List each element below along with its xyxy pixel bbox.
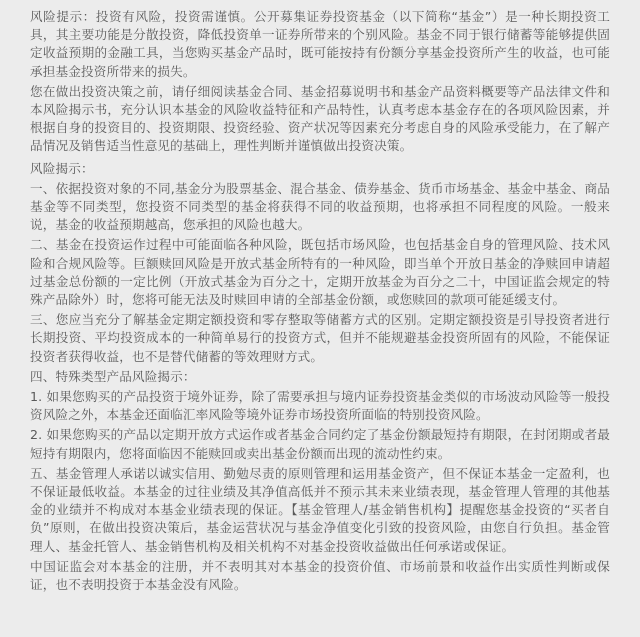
risk-item-1-fund-types: 一、依据投资对象的不同,基金分为股票基金、混合基金、债券基金、货币市场基金、基金中基金、商品基金等不同类型，您投资不同类型的基金将获得不同的收益预期，也将承担不同程度的风险。一般来说，基金的收益预期越高，您承担的风险也越大。 xyxy=(30,180,610,233)
risk-item-3-fixed-investment: 三、您应当充分了解基金定期定额投资和零存整取等储蓄方式的区别。定期定额投资是引导投资者进行长期投资、平均投资成本的一种简单易行的投资方式，但并不能规避基金投资所固有的风险，不能保证投资者获得收益，也不是替代储蓄的等效理财方式。 xyxy=(30,312,610,364)
investment-decision-advice: 您在做出投资决策之前，请仔细阅读基金合同、基金招募说明书和基金产品资料概要等产品法律文件和本风险揭示书，充分认识本基金的风险收益特征和产品特性，认真考虑本基金存在的各项风险因素，并根据自身的投资目的、投资期限、投资经验、资产状况等因素充分考虑自身的风险承受能力，在了解产品情况及销售适当性意见的基础上，理性判断并谨慎做出投资决策。 xyxy=(30,83,610,154)
risk-item-4-sub-1-overseas: 1. 如果您购买的产品投资于境外证券，除了需要承担与境内证券投资基金类似的市场波动风险等一般投资风险之外，本基金还面临汇率风险等境外证券市场投资所面临的特别投资风险。 xyxy=(30,389,610,423)
risk-item-2-operation-risks: 二、基金在投资运作过程中可能面临各种风险，既包括市场风险，也包括基金自身的管理风险、技术风险和合规风险等。巨额赎回风险是开放式基金所特有的一种风险，即当单个开放日基金的净赎回申请超过基金总份额的一定比例（开放式基金为百分之十，定期开放基金为百分之二十，中国证监会规定的特殊产品除外）时，您将可能无法及时赎回申请的全部基金份额，或您赎回的款项可能延缓支付。 xyxy=(30,237,610,308)
risk-item-5-manager-commitment: 五、基金管理人承诺以诚实信用、勤勉尽责的原则管理和运用基金资产，但不保证本基金一定盈利，也不保证最低收益。本基金的过往业绩及其净值高低并不预示其未来业绩表现，基金管理人管理的其他基金的业绩并不构成对本基金业绩表现的保证。【基金管理人/基金销售机构】提醒您基金投资的“买者自负”原则，在做出投资决策后，基金运营状况与基金净值变化引致的投资风险，由您自行负担。基金管理人、基金托管人、基金销售机构及相关机构不对基金投资收益做出任何承诺或保证。 xyxy=(30,465,610,554)
risk-disclosure-heading: 风险揭示： xyxy=(30,160,94,176)
risk-notice-intro: 风险提示：投资有风险，投资需谨慎。公开募集证券投资基金（以下简称“基金”）是一种长期投资工具，其主要功能是分散投资，降低投资单一证券所带来的个别风险。基金不同于银行储蓄等能够提供固定收益预期的金融工具，当您购买基金产品时，既可能按持有份额分享基金投资所产生的收益，也可能承担基金投资所带来的损失。 xyxy=(30,9,610,79)
csrc-registration-statement: 中国证监会对本基金的注册，并不表明其对本基金的投资价值、市场前景和收益作出实质性判断或保证，也不表明投资于本基金没有风险。 xyxy=(30,558,610,593)
risk-item-4-heading: 四、特殊类型产品风险揭示： xyxy=(30,368,196,384)
risk-item-4-sub-2-liquidity: 2. 如果您购买的产品以定期开放方式运作或者基金合同约定了基金份额最短持有期限，在封闭期或者最短持有期限内，您将面临因不能赎回或卖出基金份额而出现的流动性约束。 xyxy=(30,427,610,461)
